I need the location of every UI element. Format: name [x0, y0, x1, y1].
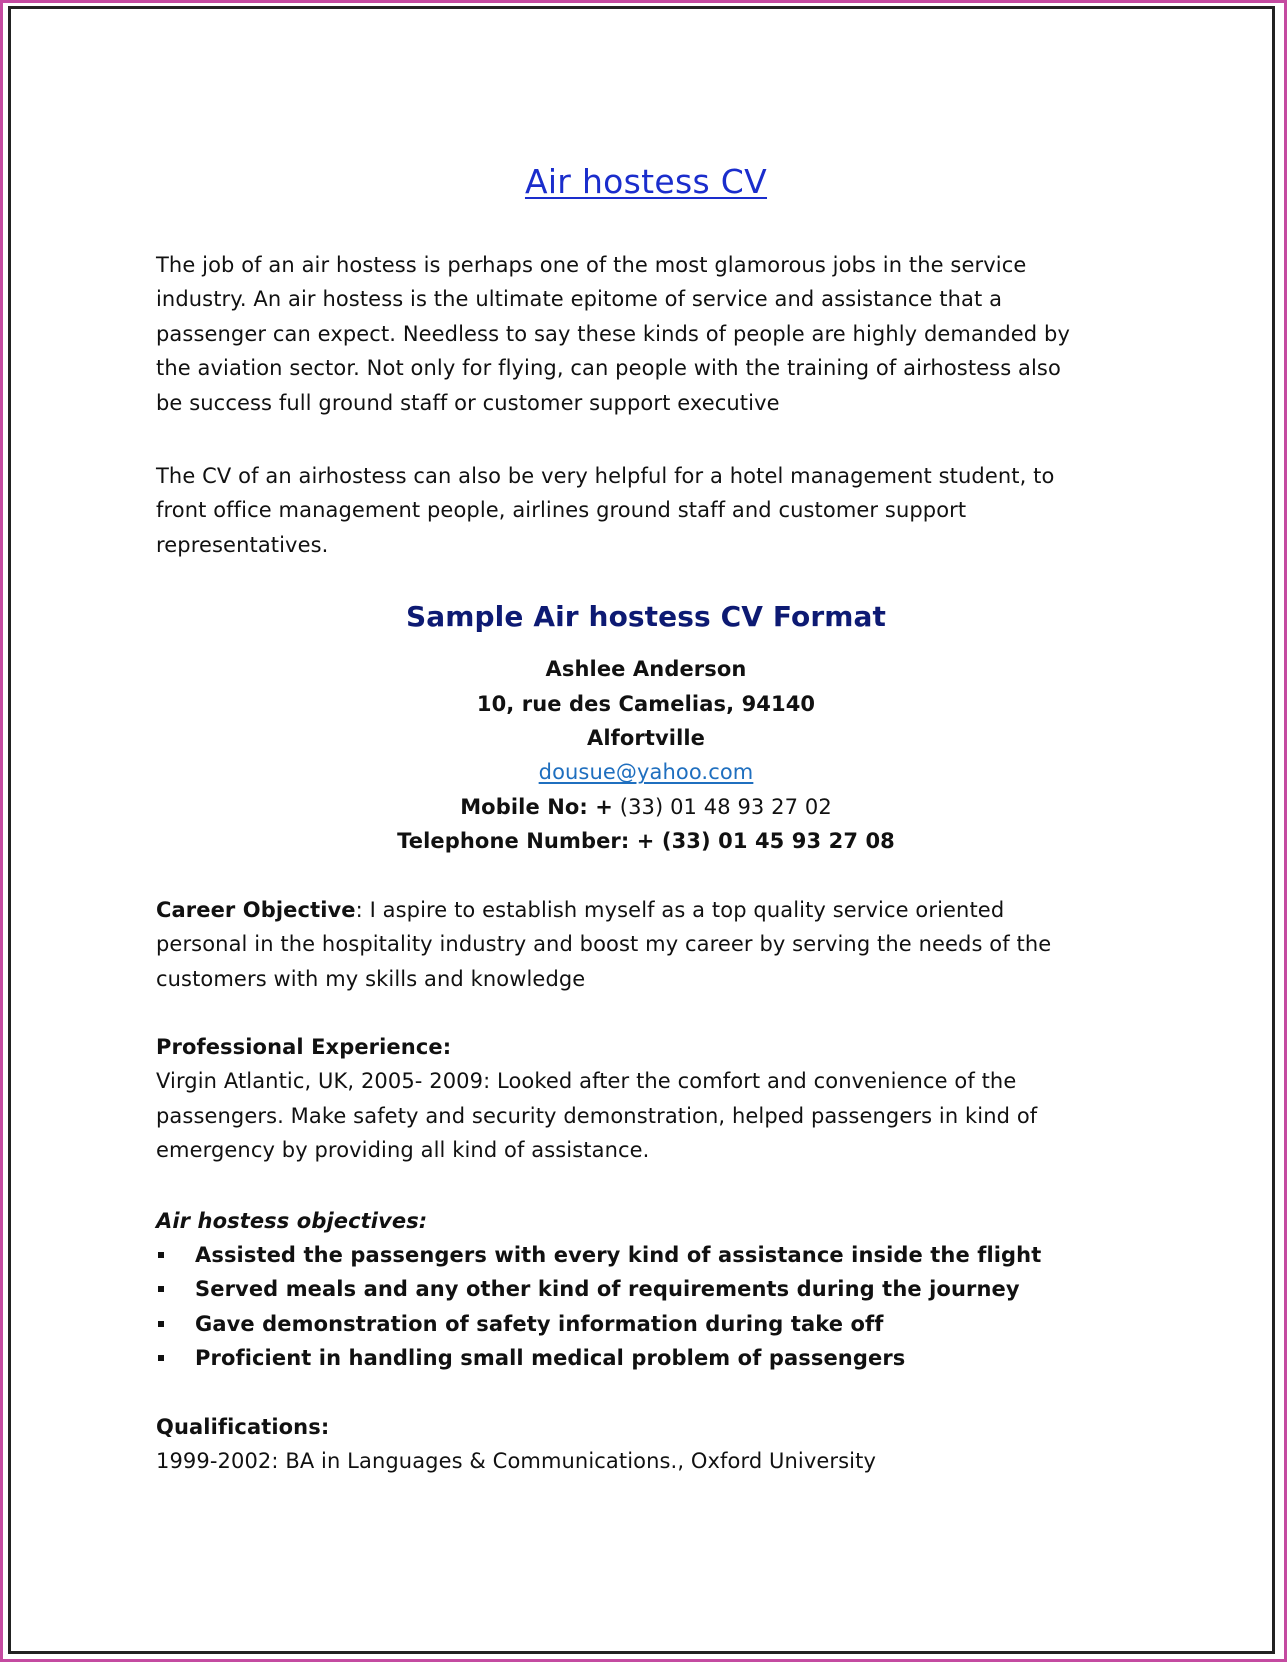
list-item: [156, 1272, 1136, 1306]
experience-line: Virgin Atlantic, UK, 2005- 2009: Looked after the comfort and convenience of the: [156, 1069, 1017, 1094]
intro-line: industry. An air hostess is the ultimate epitome of service and assistance that a: [156, 287, 1003, 312]
contact-address-line1: 10, rue des Camelias, 94140: [476, 691, 816, 716]
career-objective-text: : I aspire to establish myself as a top quality service oriented: [355, 897, 1005, 922]
mobile-label: Mobile No: +: [460, 794, 614, 819]
intro-paragraph-1: [156, 248, 1136, 420]
bullet-icon: [158, 1286, 164, 1292]
contact-telephone: Telephone Number: + (33) 01 45 93 27 08: [397, 829, 895, 854]
career-objective-text: customers with my skills and knowledge: [156, 966, 586, 991]
list-item: [156, 1238, 1136, 1272]
experience-heading: Professional Experience:: [156, 1034, 452, 1059]
list-item-text: Assisted the passengers with every kind of assistance inside the flight: [195, 1242, 1042, 1267]
intro-line: the aviation sector. Not only for flying, can people with the training of airhostess also: [156, 356, 1061, 381]
intro-line: be success full ground staff or customer support executive: [156, 390, 780, 415]
list-item: [156, 1307, 1136, 1341]
bullet-icon: [158, 1321, 164, 1327]
contact-block: [156, 652, 1136, 858]
experience-line: passengers. Make safety and security demonstration, helped passengers in kind of: [156, 1103, 1038, 1128]
mobile-value: (33) 01 48 93 27 02: [613, 794, 832, 819]
qualifications-line: 1999-2002: BA in Languages & Communications., Oxford University: [156, 1448, 876, 1473]
experience-line: emergency by providing all kind of assistance.: [156, 1138, 650, 1163]
career-objective: [156, 893, 1136, 996]
contact-mobile-row: [156, 790, 1136, 824]
career-objective-label: Career Objective: [156, 897, 356, 922]
intro-paragraph-2: [156, 459, 1136, 562]
list-item: [156, 1341, 1136, 1375]
intro-line: front office management people, airlines ground staff and customer support: [156, 498, 967, 523]
intro-line: representatives.: [156, 532, 329, 557]
bullet-icon: [158, 1355, 164, 1361]
document-title-link[interactable]: Air hostess CV: [524, 162, 768, 201]
bullet-icon: [158, 1252, 164, 1258]
contact-address-line2: Alfortville: [586, 726, 706, 751]
contact-email-link[interactable]: dousue@yahoo.com: [538, 760, 754, 785]
objectives-heading: Air hostess objectives:: [156, 1208, 428, 1233]
sample-cv-heading: Sample Air hostess CV Format: [406, 600, 886, 634]
intro-line: passenger can expect. Needless to say these kinds of people are highly demanded by: [156, 321, 1070, 346]
qualifications-section: [156, 1410, 1136, 1479]
list-item-text: Proficient in handling small medical problem of passengers: [195, 1346, 906, 1371]
contact-name: Ashlee Anderson: [545, 657, 747, 682]
experience-section: [156, 1030, 1136, 1168]
list-item-text: Gave demonstration of safety information during take off: [195, 1311, 884, 1336]
objectives-list: [156, 1238, 1136, 1376]
document-page: [156, 150, 1136, 1478]
contact-email-row: [156, 755, 1136, 789]
list-item-text: Served meals and any other kind of requirements during the journey: [195, 1277, 1020, 1302]
intro-line: The job of an air hostess is perhaps one of the most glamorous jobs in the service: [156, 253, 1027, 277]
career-objective-text: personal in the hospitality industry and boost my career by serving the needs of the: [156, 932, 1052, 957]
objectives-section: [156, 1204, 1136, 1376]
intro-line: The CV of an airhostess can also be very helpful for a hotel management student, to: [156, 464, 1055, 489]
qualifications-heading: Qualifications:: [156, 1414, 330, 1439]
